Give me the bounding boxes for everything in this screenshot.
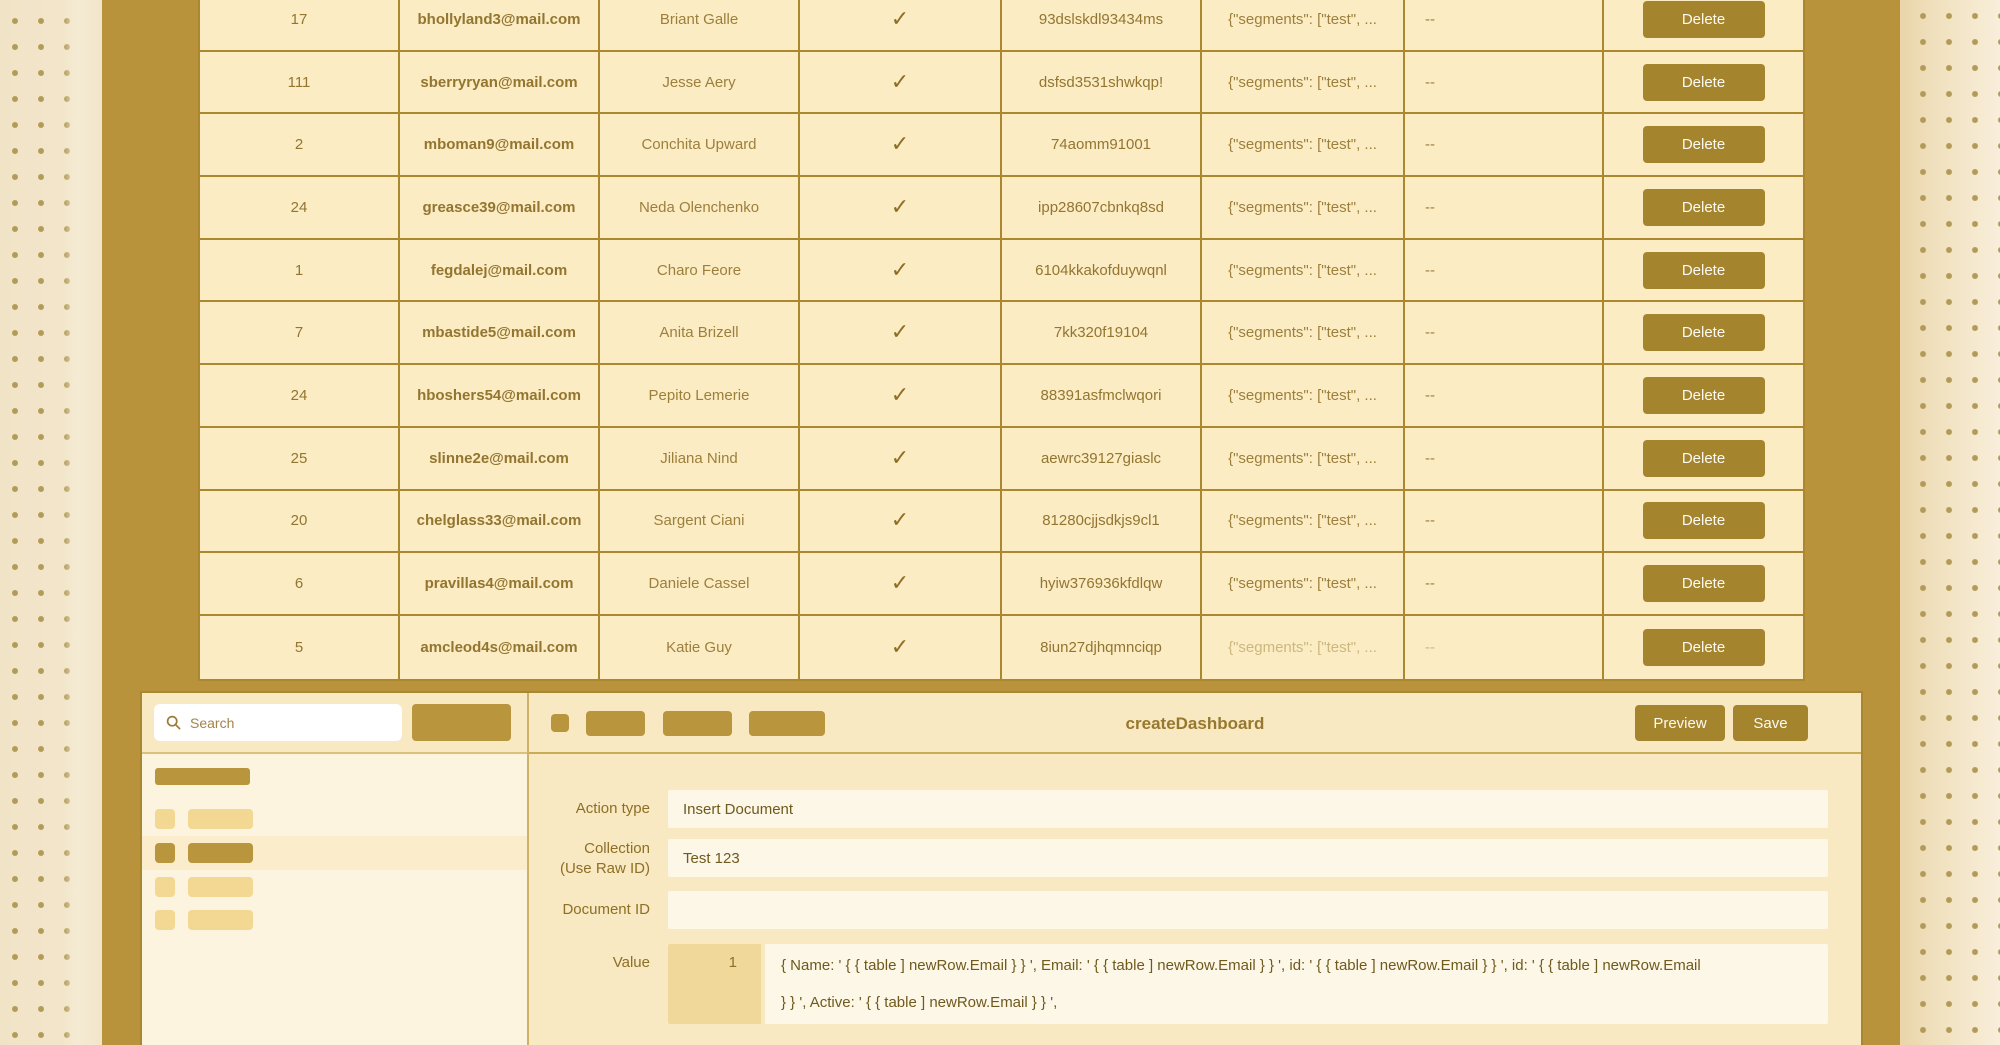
cell-token: 7kk320f19104 — [1002, 302, 1202, 363]
cell-actions — [1604, 365, 1803, 426]
query-list-item[interactable] — [142, 871, 527, 903]
cell-id: 6 — [200, 553, 400, 614]
cell-extra: -- — [1405, 491, 1604, 552]
cell-name: Sargent Ciani — [600, 491, 800, 552]
collection-label: Collection (Use Raw ID) — [559, 840, 650, 877]
cell-name: Pepito Lemerie — [600, 365, 800, 426]
cell-email: amcleod4s@mail.com — [400, 616, 600, 679]
new-query-button-skeleton[interactable] — [412, 704, 511, 741]
cell-segments: {"segments": ["test", ... — [1202, 177, 1405, 238]
document-id-row — [529, 891, 1861, 929]
cell-email: chelglass33@mail.com — [400, 491, 600, 552]
cell-extra: -- — [1405, 365, 1604, 426]
cell-email: greasce39@mail.com — [400, 177, 600, 238]
collection-row — [529, 839, 1861, 879]
toolbar-tab-skeleton[interactable] — [586, 711, 645, 736]
cell-name: Briant Galle — [600, 0, 800, 50]
query-list — [142, 754, 527, 1045]
cell-email: fegdalej@mail.com — [400, 240, 600, 301]
action-type-row — [529, 790, 1861, 828]
cell-extra: -- — [1405, 553, 1604, 614]
cell-token: 74aomm91001 — [1002, 114, 1202, 175]
cell-name: Conchita Upward — [600, 114, 800, 175]
cell-name: Katie Guy — [600, 616, 800, 679]
cell-segments: {"segments": ["test", ... — [1202, 491, 1405, 552]
cell-extra: -- — [1405, 114, 1604, 175]
query-editor-panel — [140, 691, 1863, 1045]
check-icon: ✓ — [800, 0, 1002, 50]
query-form — [529, 754, 1861, 1045]
check-icon: ✓ — [800, 177, 1002, 238]
action-type-select[interactable]: Insert Document — [668, 790, 1828, 828]
table-row — [200, 302, 1803, 365]
cell-extra: -- — [1405, 177, 1604, 238]
cell-name: Neda Olenchenko — [600, 177, 800, 238]
cell-email: bhollyland3@mail.com — [400, 0, 600, 50]
search-input[interactable] — [154, 704, 402, 741]
cell-token: dsfsd3531shwkqp! — [1002, 52, 1202, 113]
document-id-label: Document ID — [562, 901, 650, 918]
delete-button[interactable]: Delete — [1643, 126, 1765, 163]
cell-token: 8iun27djhqmnciqp — [1002, 616, 1202, 679]
code-line: { Name: ' { { table ] newRow.Email } } ', Email: ' { { table ] newRow.Email } } ', id: ' { { table ] newRow.Email } } ', id: ' { { table ] newRow.Email — [781, 957, 1701, 974]
query-list-item-selected[interactable] — [142, 836, 527, 870]
check-icon: ✓ — [800, 302, 1002, 363]
cell-token: 6104kkakofduywqnl — [1002, 240, 1202, 301]
table-row — [200, 52, 1803, 115]
cell-email: sberryryan@mail.com — [400, 52, 600, 113]
query-list-item[interactable] — [142, 803, 527, 835]
cell-extra: -- — [1405, 616, 1604, 679]
query-label-skeleton — [188, 843, 253, 863]
cell-segments: {"segments": ["test", ... — [1202, 52, 1405, 113]
table-row — [200, 365, 1803, 428]
cell-extra: -- — [1405, 52, 1604, 113]
cell-email: mboman9@mail.com — [400, 114, 600, 175]
users-table — [198, 0, 1805, 681]
cell-extra: -- — [1405, 302, 1604, 363]
delete-button[interactable]: Delete — [1643, 1, 1765, 38]
table-row — [200, 177, 1803, 240]
query-group-label-skeleton — [155, 768, 250, 785]
cell-segments: {"segments": ["test", ... — [1202, 616, 1405, 679]
cell-segments: {"segments": ["test", ... — [1202, 365, 1405, 426]
value-label: Value — [612, 954, 650, 971]
check-icon: ✓ — [800, 240, 1002, 301]
cell-id: 111 — [200, 52, 400, 113]
table-row — [200, 114, 1803, 177]
right-dotted-margin — [1900, 0, 2000, 1045]
cell-name: Anita Brizell — [600, 302, 800, 363]
cell-email: mbastide5@mail.com — [400, 302, 600, 363]
delete-button[interactable]: Delete — [1643, 377, 1765, 414]
cell-extra: -- — [1405, 0, 1604, 50]
cell-actions — [1604, 553, 1803, 614]
cell-actions — [1604, 177, 1803, 238]
check-icon: ✓ — [800, 52, 1002, 113]
value-row — [529, 944, 1861, 1024]
cell-actions — [1604, 52, 1803, 113]
search-icon — [166, 715, 181, 730]
table-row — [200, 616, 1803, 679]
query-label-skeleton — [188, 910, 253, 930]
preview-button[interactable]: Preview — [1635, 705, 1725, 741]
query-list-sidebar — [142, 693, 529, 1045]
cell-token: aewrc39127giaslc — [1002, 428, 1202, 489]
table-row — [200, 428, 1803, 491]
search-placeholder: Search — [190, 714, 235, 731]
cell-token: ipp28607cbnkq8sd — [1002, 177, 1202, 238]
toolbar-tab-skeleton[interactable] — [749, 711, 825, 736]
cell-id: 25 — [200, 428, 400, 489]
table-row — [200, 553, 1803, 616]
cell-token: 81280cjjsdkjs9cl1 — [1002, 491, 1202, 552]
delete-button[interactable]: Delete — [1643, 314, 1765, 351]
cell-actions — [1604, 302, 1803, 363]
cell-email: pravillas4@mail.com — [400, 553, 600, 614]
query-label-skeleton — [188, 809, 253, 829]
toolbar-icon-skeleton[interactable] — [551, 714, 569, 732]
query-icon-skeleton — [155, 877, 175, 897]
code-line: } } ', Active: ' { { table ] newRow.Email } } ', — [781, 994, 1058, 1011]
cell-id: 7 — [200, 302, 400, 363]
cell-token: hyiw376936kfdlqw — [1002, 553, 1202, 614]
value-code-editor[interactable] — [765, 944, 1828, 1024]
check-icon: ✓ — [800, 553, 1002, 614]
cell-actions — [1604, 0, 1803, 50]
cell-token: 88391asfmclwqori — [1002, 365, 1202, 426]
delete-button[interactable]: Delete — [1643, 629, 1765, 666]
cell-id: 24 — [200, 177, 400, 238]
cell-segments: {"segments": ["test", ... — [1202, 240, 1405, 301]
save-button[interactable]: Save — [1733, 705, 1808, 741]
cell-name: Charo Feore — [600, 240, 800, 301]
check-icon: ✓ — [800, 365, 1002, 426]
check-icon: ✓ — [800, 114, 1002, 175]
cell-id: 5 — [200, 616, 400, 679]
cell-segments: {"segments": ["test", ... — [1202, 114, 1405, 175]
cell-id: 1 — [200, 240, 400, 301]
cell-segments: {"segments": ["test", ... — [1202, 553, 1405, 614]
query-label-skeleton — [188, 877, 253, 897]
query-editor-toolbar — [529, 693, 1861, 754]
code-line-number-gutter: 1 — [668, 944, 761, 1024]
table-row — [200, 0, 1803, 52]
table-row — [200, 491, 1803, 554]
delete-button[interactable]: Delete — [1643, 502, 1765, 539]
delete-button[interactable]: Delete — [1643, 565, 1765, 602]
sidebar-search-bar — [142, 693, 527, 754]
query-icon-skeleton — [155, 910, 175, 930]
cell-id: 24 — [200, 365, 400, 426]
cell-segments: {"segments": ["test", ... — [1202, 0, 1405, 50]
cell-actions — [1604, 491, 1803, 552]
cell-segments: {"segments": ["test", ... — [1202, 428, 1405, 489]
cell-actions — [1604, 240, 1803, 301]
cell-extra: -- — [1405, 240, 1604, 301]
query-editor — [529, 693, 1861, 1045]
query-icon-skeleton — [155, 843, 175, 863]
cell-id: 2 — [200, 114, 400, 175]
query-title: createDashboard — [1125, 713, 1265, 733]
query-list-item[interactable] — [142, 904, 527, 936]
cell-segments: {"segments": ["test", ... — [1202, 302, 1405, 363]
query-icon-skeleton — [155, 809, 175, 829]
delete-button[interactable]: Delete — [1643, 440, 1765, 477]
collection-select[interactable]: Test 123 — [668, 839, 1828, 877]
cell-email: slinne2e@mail.com — [400, 428, 600, 489]
toolbar-tab-skeleton[interactable] — [663, 711, 732, 736]
check-icon: ✓ — [800, 491, 1002, 552]
cell-actions — [1604, 428, 1803, 489]
cell-actions — [1604, 114, 1803, 175]
table-row — [200, 240, 1803, 303]
cell-extra: -- — [1405, 428, 1604, 489]
check-icon: ✓ — [800, 428, 1002, 489]
delete-button[interactable]: Delete — [1643, 189, 1765, 226]
cell-id: 20 — [200, 491, 400, 552]
cell-name: Jesse Aery — [600, 52, 800, 113]
cell-name: Daniele Cassel — [600, 553, 800, 614]
left-dotted-margin — [0, 0, 102, 1045]
cell-name: Jiliana Nind — [600, 428, 800, 489]
cell-id: 17 — [200, 0, 400, 50]
cell-token: 93dslskdl93434ms — [1002, 0, 1202, 50]
delete-button[interactable]: Delete — [1643, 64, 1765, 101]
document-id-input[interactable] — [668, 891, 1828, 929]
delete-button[interactable]: Delete — [1643, 252, 1765, 289]
action-type-label: Action type — [575, 800, 650, 817]
cell-email: hboshers54@mail.com — [400, 365, 600, 426]
check-icon: ✓ — [800, 616, 1002, 679]
cell-actions — [1604, 616, 1803, 679]
